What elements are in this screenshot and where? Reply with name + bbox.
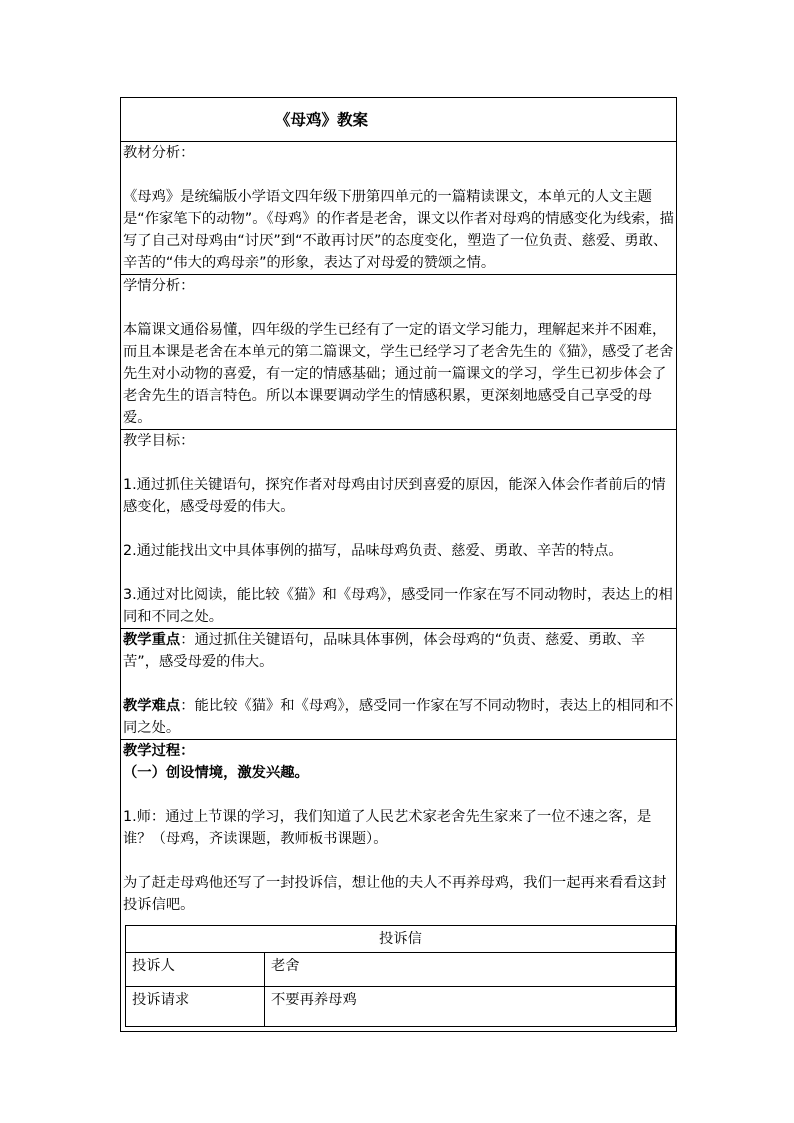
material-analysis-label: 教材分析： [123, 145, 195, 161]
teaching-process-label: 教学过程： [123, 743, 195, 759]
table-row [126, 987, 676, 1027]
teaching-goals-label: 教学目标： [123, 433, 195, 449]
spacer [123, 673, 674, 695]
spacer [123, 850, 674, 872]
difficulty-paragraph [123, 695, 674, 739]
complaint-value-cell: 老舍 [265, 953, 676, 987]
process-paragraph: 为了赶走母鸡他还写了一封投诉信，想让他的夫人不再养母鸡，我们一起再来看看这封投诉信吧。 [123, 875, 667, 913]
teaching-goal-item: 3.通过对比阅读，能比较《猫》和《母鸡》，感受同一作家在写不同动物时，表达上的相同和不同之处。 [123, 587, 673, 625]
material-analysis-text: 《母鸡》是统编版小学语文四年级下册第四单元的一篇精读课文，本单元的人文主题是“作家笔下的动物”。《母鸡》的作者是老舍，课文以作者对母鸡的情感变化为线索，描写了自己对母鸡由“讨厌”到“不敢再讨厌”的态度变化，塑造了一位负责、慈爱、勇敢、辛苦的“伟大的鸡母亲”的形象，表达了对母爱的赞颂之情。 [123, 189, 674, 271]
table-row [126, 953, 676, 987]
table-row [126, 926, 676, 953]
teaching-goal-item: 1.通过抓住关键语句，探究作者对母鸡由讨厌到喜爱的原因，能深入体会作者前后的情感变化，感受母爱的伟大。 [123, 477, 666, 515]
spacer [123, 562, 674, 584]
page-title: 《母鸡》教案 [121, 98, 676, 142]
key-point-paragraph [123, 629, 674, 673]
student-analysis-text: 本篇课文通俗易懂，四年级的学生已经有了一定的语文学习能力，理解起来并不困难，而且本课是老舍在本单元的第二篇课文，学生已经学习了老舍先生的《猫》，感受了老舍先生对小动物的喜爱，有一定的情感基础；通过前一篇课文的学习，学生已初步体会了老舍先生的语言特色。所以本课要调动学生的情感积累，更深刻地感受自己享受的母爱。 [123, 322, 674, 426]
step-title: （一）创设情境，激发兴趣。 [123, 765, 309, 781]
spacer [123, 164, 674, 186]
key-difficulty-section [121, 629, 676, 740]
spacer [123, 518, 674, 540]
teaching-goals-section [121, 430, 676, 629]
complaint-letter-header: 投诉信 [126, 926, 676, 953]
complaint-key-cell: 投诉请求 [126, 987, 265, 1027]
key-point-label: 教学重点 [123, 632, 181, 648]
spacer [123, 784, 674, 806]
complaint-key-cell: 投诉人 [126, 953, 265, 987]
student-analysis-label: 学情分析： [123, 278, 195, 294]
key-point-text: ：通过抓住关键语句，品味具体事例，体会母鸡的“负责、慈爱、勇敢、辛苦”，感受母爱的伟大。 [123, 632, 646, 670]
complaint-value-cell: 不要再养母鸡 [265, 987, 676, 1027]
spacer [123, 452, 674, 474]
student-analysis-section [121, 275, 676, 430]
teaching-process-section [121, 740, 676, 1031]
complaint-letter-table [125, 925, 676, 1027]
spacer [123, 297, 674, 319]
teaching-goal-item: 2.通过能找出文中具体事例的描写，品味母鸡负责、慈爱、勇敢、辛苦的特点。 [123, 543, 623, 559]
difficulty-label: 教学难点 [123, 698, 181, 714]
material-analysis-section [121, 142, 676, 275]
process-paragraph: 1.师：通过上节课的学习，我们知道了人民艺术家老舍先生家来了一位不速之客，是谁？（母鸡，齐读课题，教师板书课题）。 [123, 809, 652, 847]
difficulty-text: ：能比较《猫》和《母鸡》，感受同一作家在写不同动物时，表达上的相同和不同之处。 [123, 698, 674, 736]
lesson-plan-table [120, 97, 677, 1032]
